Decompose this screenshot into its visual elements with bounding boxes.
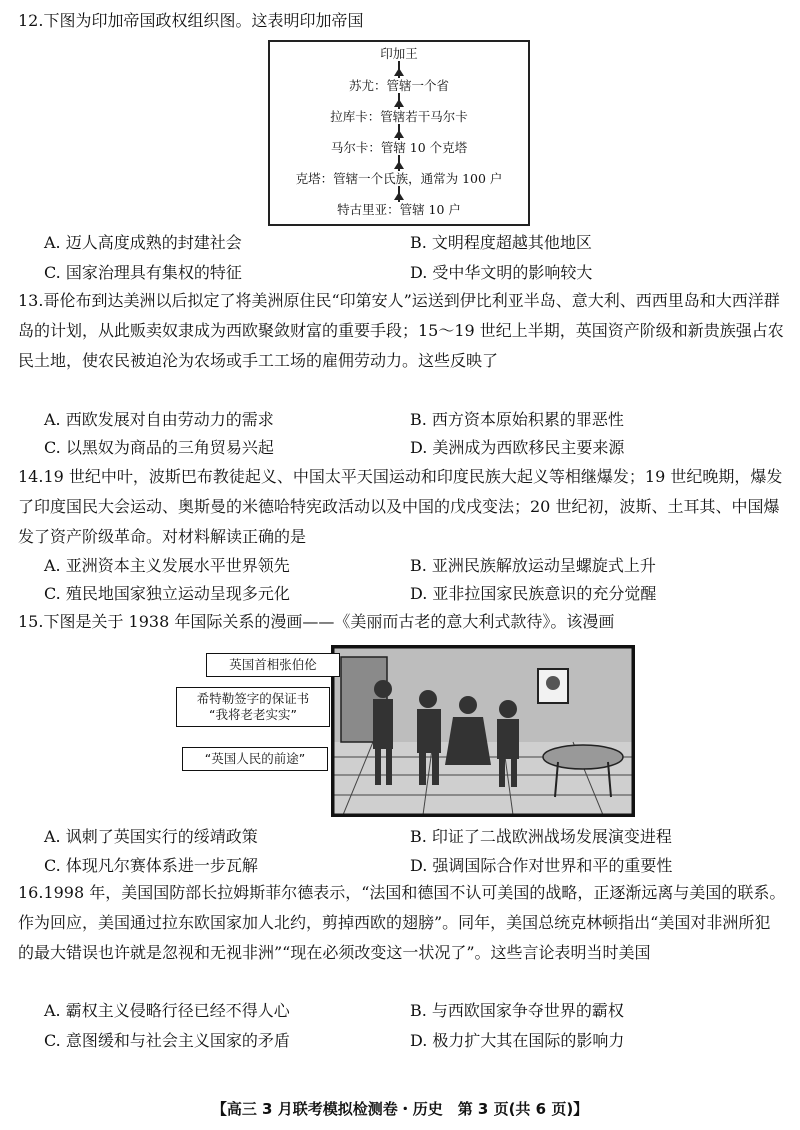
question-15-stem: 15.下图是关于 1938 年国际关系的漫画——《美丽而古老的意大利式款待》。该漫画: [18, 612, 615, 631]
q15-option-c[interactable]: C. 体现凡尔赛体系进一步瓦解: [44, 856, 258, 875]
org-arrow-5: [394, 192, 404, 200]
q16-option-c[interactable]: C. 意图缓和与社会主义国家的矛盾: [44, 1031, 290, 1050]
org-level-suyu: 苏尤：管辖一个省: [348, 78, 449, 93]
q13-option-d[interactable]: D. 美洲成为西欧移民主要来源: [410, 438, 625, 457]
org-arrow-1: [394, 68, 404, 76]
label-british-future: “英国人民的前途”: [182, 747, 328, 771]
q12-option-b[interactable]: B. 文明程度超越其他地区: [410, 233, 592, 252]
q12-option-d[interactable]: D. 受中华文明的影响较大: [410, 263, 593, 282]
org-arrow-2: [394, 99, 404, 107]
q16-option-a[interactable]: A. 霸权主义侵略行径已经不得人心: [44, 1001, 290, 1020]
question-12-stem: 12.下图为印加帝国政权组织图。这表明印加帝国: [18, 11, 364, 30]
q14-option-b[interactable]: B. 亚洲民族解放运动呈螺旋式上升: [410, 556, 656, 575]
q15-option-a[interactable]: A. 讽刺了英国实行的绥靖政策: [44, 827, 258, 846]
q15-option-b[interactable]: B. 印证了二战欧洲战场发展演变进程: [410, 827, 672, 846]
org-level-teguliya: 特古里亚：管辖 10 户: [337, 202, 461, 217]
q13-option-a[interactable]: A. 西欧发展对自由劳动力的需求: [44, 410, 274, 429]
cartoon-scene: [331, 645, 635, 817]
q14-option-a[interactable]: A. 亚洲资本主义发展水平世界领先: [44, 556, 290, 575]
org-level-keta: 克塔：管辖一个氏族，通常为 100 户: [295, 171, 503, 186]
q13-option-b[interactable]: B. 西方资本原始积累的罪恶性: [410, 410, 624, 429]
cartoon-illustration: [333, 647, 633, 815]
label-hitler-guarantee: 希特勒签字的保证书 “我将老老实实”: [176, 687, 330, 727]
q16-option-b[interactable]: B. 与西欧国家争夺世界的霸权: [410, 1001, 624, 1020]
org-arrow-4: [394, 161, 404, 169]
question-14-stem: 14.19 世纪中叶，波斯巴布教徒起义、中国太平天国运动和印度民族大起义等相继爆发；19 世纪晚期，爆发了印度国民大会运动、奥斯曼的米德哈特宪政活动以及中国的戊戌变法；20 世纪初，波斯、土耳其、中国爆发了资产阶级革命。对材料解读正确的是: [18, 467, 783, 546]
q16-option-d[interactable]: D. 极力扩大其在国际的影响力: [410, 1031, 625, 1050]
q14-option-c[interactable]: C. 殖民地国家独立运动呈现多元化: [44, 584, 290, 603]
q14-option-d[interactable]: D. 亚非拉国家民族意识的充分觉醒: [410, 584, 657, 603]
org-arrow-3: [394, 130, 404, 138]
org-level-marka: 马尔卡：管辖 10 个克塔: [330, 140, 468, 155]
question-16-stem: 16.1998 年，美国国防部长拉姆斯菲尔德表示，“法国和德国不认可美国的战略，正逐渐远离与美国的联系。作为回应，美国通过拉东欧国家加人北约，剪掉西欧的翅膀”。同年，美国总统克林顿指出“美国对非洲所犯的最大错误也许就是忽视和无视非洲”“现在必须改变这一状况了”。这些言论表明当时美国: [18, 883, 786, 962]
org-level-king: 印加王: [380, 46, 418, 61]
question-13-stem: 13.哥伦布到达美洲以后拟定了将美洲原住民“印第安人”运送到伊比利亚半岛、意大利、西西里岛和大西洋群岛的计划，从此贩卖奴隶成为西欧聚敛财富的重要手段；15～19 世纪上半期，英国资产阶级和新贵族强占农民土地，使农民被迫沦为农场或手工工场的雇佣劳动力。这些反映了: [18, 291, 784, 370]
label-chamberlain: 英国首相张伯伦: [206, 653, 340, 677]
appeasement-cartoon: [176, 645, 632, 815]
page-footer: 【高三 3 月联考模拟检测卷・历史 第 3 页(共 6 页)】: [211, 1100, 589, 1118]
org-level-lakuka: 拉库卡：管辖若干马尔卡: [330, 109, 468, 124]
q12-option-a[interactable]: A. 迈人高度成熟的封建社会: [44, 233, 242, 252]
q13-option-c[interactable]: C. 以黑奴为商品的三角贸易兴起: [44, 438, 274, 457]
inca-org-chart: [268, 40, 530, 226]
q15-option-d[interactable]: D. 强调国际合作对世界和平的重要性: [410, 856, 673, 875]
q12-option-c[interactable]: C. 国家治理具有集权的特征: [44, 263, 242, 282]
